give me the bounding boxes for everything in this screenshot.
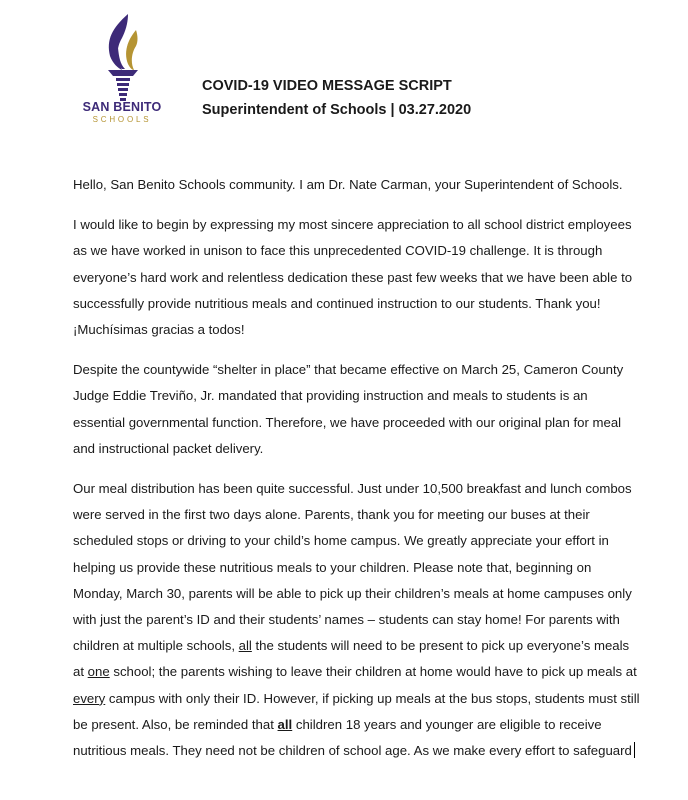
emphasis-all-bold: all xyxy=(277,716,293,732)
emphasis-every: every xyxy=(73,690,106,706)
document-header xyxy=(202,74,471,122)
meal-text-c: school; the parents wishing to leave their children at home would have to pick up meals at xyxy=(109,664,637,680)
document-subtitle: Superintendent of Schools | 03.27.2020 xyxy=(202,102,472,118)
paragraph-shelter-in-place: Despite the countywide “shelter in place” that became effective on March 25, Cameron County Judge Eddie Treviño, Jr. mandated that providing instruction and meals to students is an essential governmental function. Therefore, we have proceeded with our original plan for meal and instructional packet delivery. xyxy=(73,362,624,456)
meal-text-b: the students will need to be present to pick up everyone’s meals at xyxy=(73,638,630,680)
document-body xyxy=(73,172,643,778)
paragraph-greeting: Hello, San Benito Schools community. I am Dr. Nate Carman, your Superintendent of Schools. xyxy=(73,177,623,192)
meal-text-a: Our meal distribution has been quite successful. Just under 10,500 breakfast and lunch combos were served in the first two days alone. Parents, thank you for meeting our buses at their scheduled stops or driving to your child’s home campus. We greatly appreciate your effort in helping us provide these nutritious meals to your children. Please note that, beginning on Monday, March 30, parents will be able to pick up their children’s meals at home campuses only with just the parent’s ID and their students’ names – students can stay home! For parents with children at multiple schools, xyxy=(73,481,632,654)
meal-text-e: children 18 years and younger are eligible to receive nutritious meals. They need not be children of school age. As we make every effort to safeguard xyxy=(73,716,632,759)
document-title: COVID-19 VIDEO MESSAGE SCRIPT xyxy=(202,78,452,94)
paragraph-meal-distribution xyxy=(73,476,643,764)
emphasis-one: one xyxy=(87,664,110,680)
logo-subname: SCHOOLS xyxy=(92,115,152,124)
district-logo xyxy=(70,12,174,130)
text-cursor xyxy=(634,742,636,758)
paragraph-appreciation: I would like to begin by expressing my most sincere appreciation to all school district employees as we have worked in unison to face this unprecedented COVID-19 challenge. It is through everyone’s hard work and relentless dedication these past few weeks that we have been able to successfully provide nutritious meals and continued instruction to our students. Thank you! ¡Muchísimas gracias a todos! xyxy=(73,217,633,338)
emphasis-all: all xyxy=(238,638,252,654)
meal-text-d: campus with only their ID. However, if picking up meals at the bus stops, students must still be present. Also, be reminded that xyxy=(73,690,640,732)
torch-icon xyxy=(70,12,174,102)
logo-name: SAN BENITO xyxy=(82,100,162,114)
